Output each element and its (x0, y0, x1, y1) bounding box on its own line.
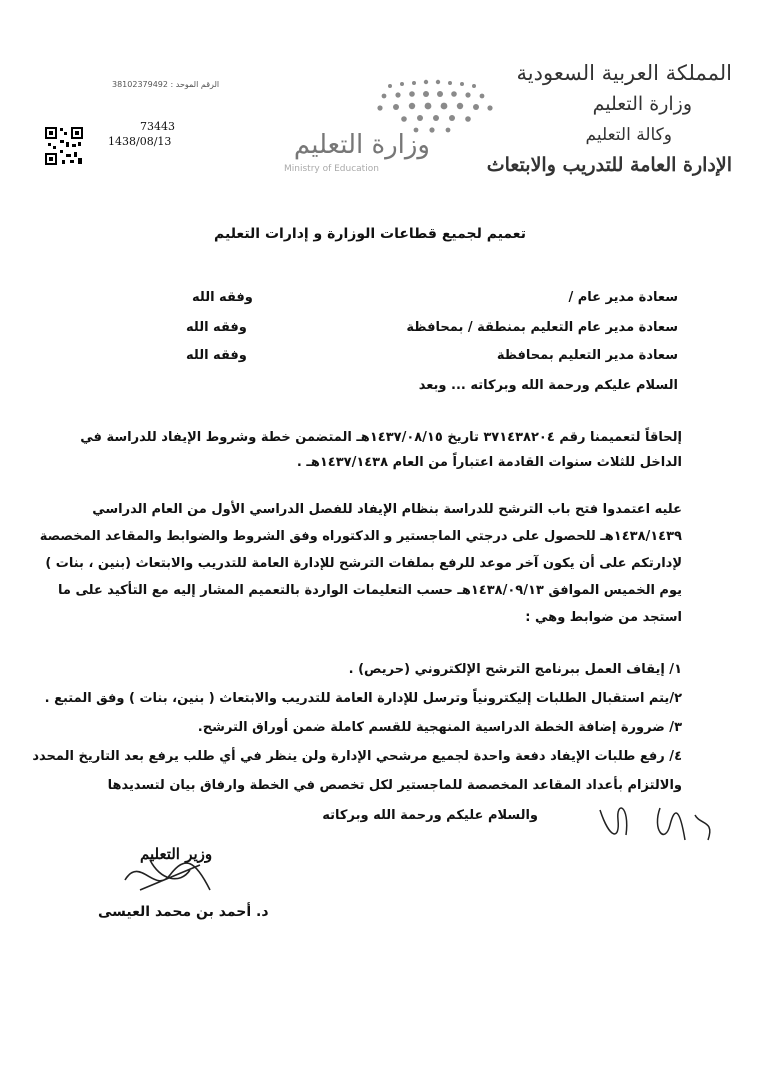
minister-signature-icon (120, 850, 220, 900)
agency-name: وكالة التعليم (585, 125, 672, 145)
subject-line: تعميم لجميع قطاعات الوزارة و إدارات التعليم (214, 226, 526, 242)
paragraph-reference (82, 425, 682, 475)
unified-number: الرقم الموحد : 38102379492 (112, 80, 220, 89)
paragraph-line: يوم الخميس الموافق ١٤٣٨/٠٩/١٣هـ حسب التعليمات الواردة بالتعميم المشار إليه مع التأكيد على ما (57, 583, 682, 598)
logo-subtitle: Ministry of Education (284, 164, 379, 174)
recipient-blessing: وفقه الله (186, 320, 247, 335)
list-item: ١/ إيقاف العمل ببرنامج الترشح الإلكتروني (حريص) . (348, 662, 682, 677)
paragraph-line: استجد من ضوابط وهي : (525, 610, 682, 625)
recipient-line: سعادة مدير التعليم بمحافظة (496, 348, 678, 363)
header-letterhead (472, 58, 732, 180)
closing-greeting: والسلام عليكم ورحمة الله وبركاته (322, 808, 538, 823)
paragraph-line: عليه اعتمدوا فتح باب الترشح للدراسة بنظام الإيفاد للفصل الدراسي الأول من العام الدراسي (92, 502, 682, 517)
list-item: ٤/ رفع طلبات الإيفاد دفعة واحدة لجميع مرشحي الإدارة ولن ينظر في أي طلب يرفع بعد التاريخ المحدد (32, 749, 682, 764)
list-item: والالتزام بأعداد المقاعد المخصصة للماجستير لكل تخصص في الخطة وارفاق بيان لتسديدها (107, 778, 682, 793)
recipient-line: سعادة مدير عام التعليم بمنطقة / بمحافظة (406, 320, 678, 335)
recipient-blessing: وفقه الله (186, 348, 247, 363)
directorate-name: الإدارة العامة للتدريب والابتعاث (486, 154, 732, 176)
paragraph-line: إلحاقاً لتعميمنا رقم ٣٧١٤٣٨٢٠٤ تاريخ ١٤٣٧/٠٨/١٥هـ المتضمن خطة وشروط الإيفاد للدراسة في (80, 430, 682, 445)
initials-signature-icon (590, 800, 720, 850)
paragraph-announcement (39, 496, 682, 631)
paragraph-line: الداخل للثلاث سنوات القادمة اعتباراً من العام ١٤٣٧/١٤٣٨هـ . (296, 455, 682, 470)
paragraph-line: لإدارتكم على أن يكون آخر موعد للرفع بملفات الترشح للإدارة العامة للتدريب والابتعاث (بنين ، بنات ) (45, 556, 682, 571)
minister-title: وزير التعليم (140, 845, 213, 863)
qr-code-icon (44, 126, 84, 166)
recipient-blessing: وفقه الله (192, 290, 253, 305)
minister-name: د. أحمد بن محمد العيسى (98, 904, 269, 920)
kingdom-name: المملكة العربية السعودية (516, 61, 732, 85)
ministry-name: وزارة التعليم (592, 93, 692, 115)
document-date: 1438/08/13 (108, 135, 172, 148)
recipient-line: سعادة مدير عام / (568, 290, 678, 305)
logo-wordmark: وزارة التعليم (293, 130, 430, 160)
document-number: 73443 (140, 120, 175, 133)
list-item: ٣/ ضرورة إضافة الخطة الدراسية المنهجية للقسم كاملة ضمن أوراق الترشح. (197, 720, 682, 735)
list-item: ٢/يتم استقبال الطلبات إليكترونياً وترسل للإدارة العامة للتدريب والابتعاث ( بنين، بنات ) وفق المتبع . (44, 691, 682, 706)
rules-list (32, 655, 682, 800)
paragraph-line: ١٤٣٨/١٤٣٩هـ للحصول على درجتي الماجستير و الدكتوراه وفق الشروط والضوابط والمقاعد المخصصة (39, 529, 682, 544)
greeting: السلام عليكم ورحمة الله وبركاته ... وبعد (418, 378, 678, 393)
